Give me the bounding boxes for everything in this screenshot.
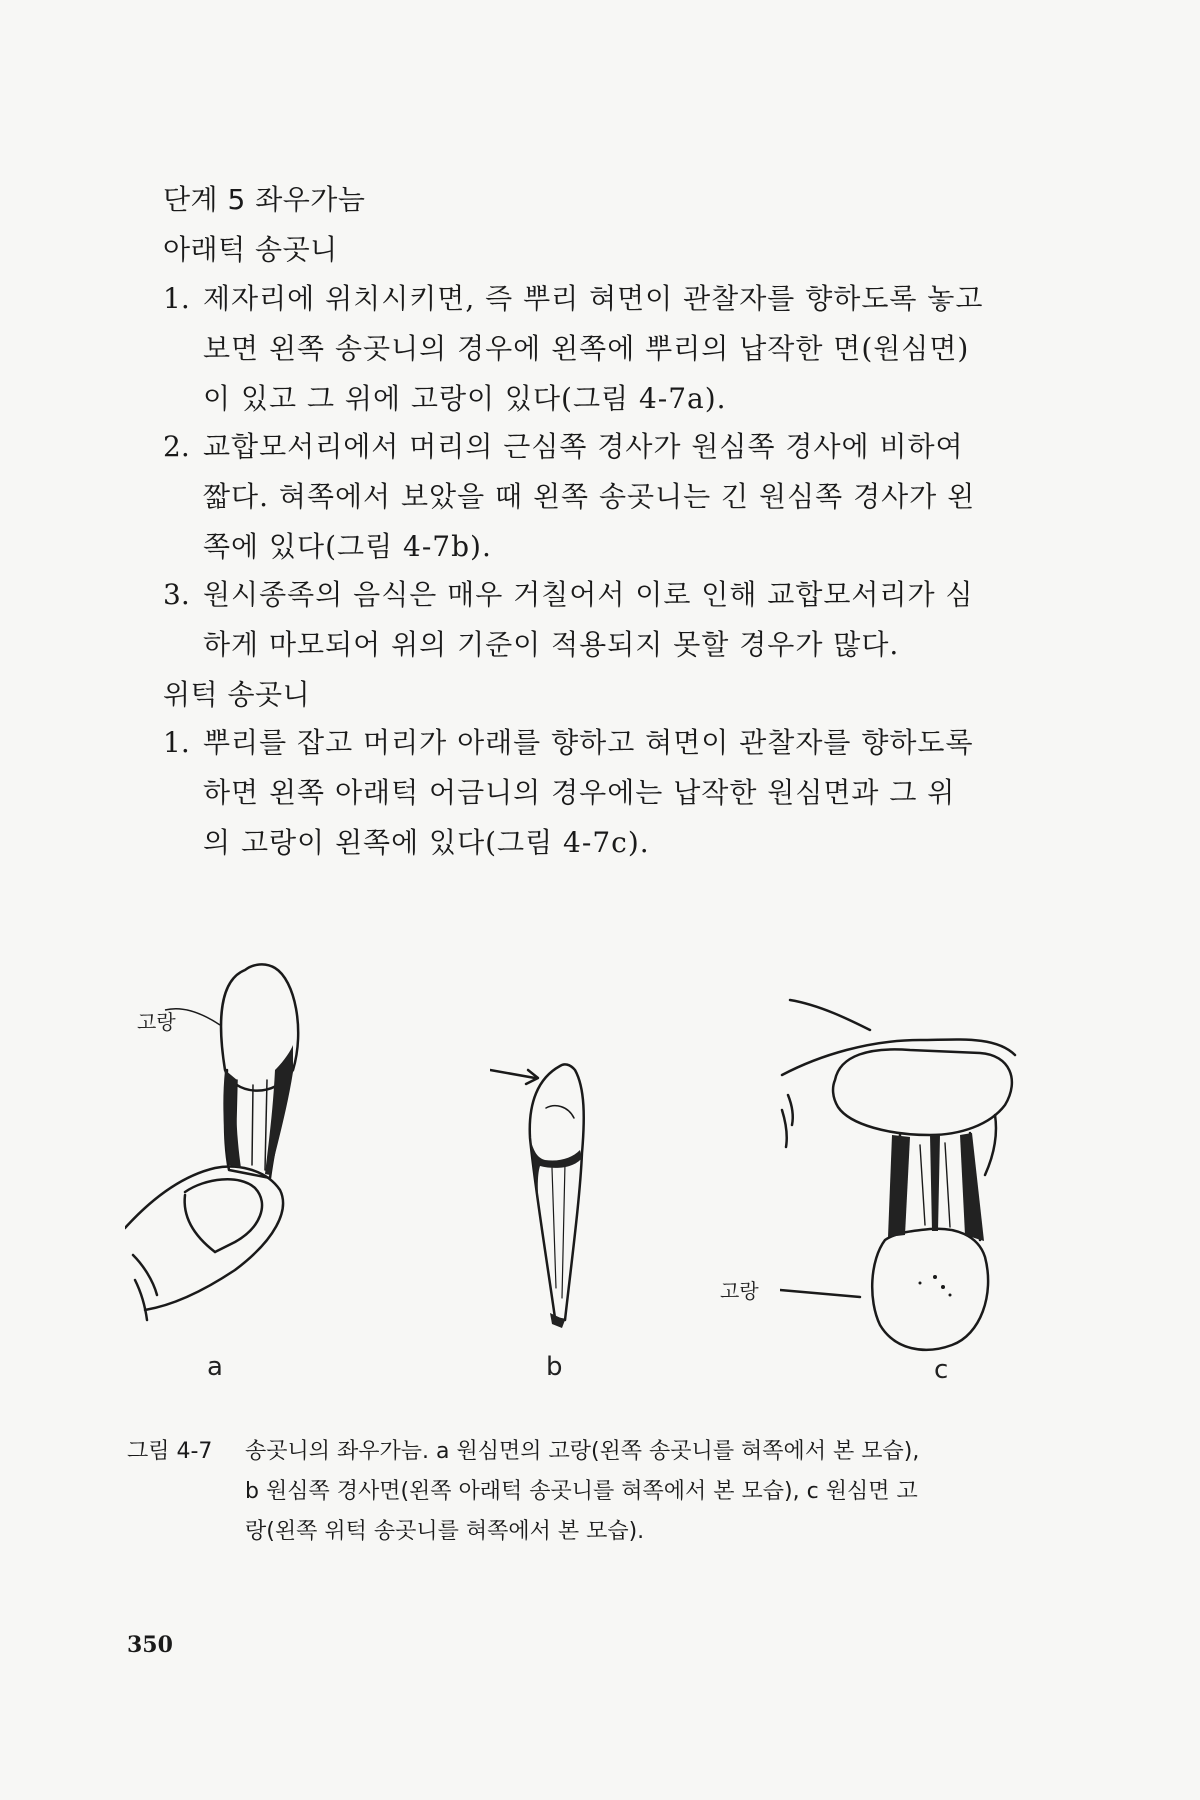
item-text-line: 교합모서리에서 머리의 근심쪽 경사가 원심쪽 경사에 비하여 <box>203 430 964 463</box>
section-title: 단계 5 좌우가늠 <box>163 183 366 216</box>
subsection-lower-canine: 아래턱 송곳니 <box>163 233 338 266</box>
item-text-line: 의 고랑이 왼쪽에 있다(그림 4-7c). <box>203 826 650 859</box>
page-number: 350 <box>127 1632 173 1658</box>
item-text-line: 뿌리를 잡고 머리가 아래를 향하고 혀면이 관찰자를 향하도록 <box>203 726 974 759</box>
canine-upper-held-illustration <box>780 995 1040 1375</box>
canine-distal-slope-illustration <box>490 1058 620 1358</box>
figure-panel-c <box>720 995 1040 1385</box>
panel-letter-b: b <box>546 1352 563 1382</box>
groove-label-c: 고랑 <box>720 1279 759 1303</box>
panel-letter-c: c <box>934 1355 949 1385</box>
item-text-line: 쪽에 있다(그림 4-7b). <box>203 530 492 563</box>
lower-item-2 <box>163 422 1043 572</box>
item-text-line: 제자리에 위치시키면, 즉 뿌리 혀면이 관찰자를 향하도록 놓고 <box>203 282 984 315</box>
item-number: 1. <box>163 726 190 759</box>
caption-line: 랑(왼쪽 위턱 송곳니를 혀쪽에서 본 모습). <box>245 1519 645 1544</box>
caption-line: 송곳니의 좌우가늠. a 원심면의 고랑(왼쪽 송곳니를 혀쪽에서 본 모습), <box>245 1439 920 1464</box>
item-text-line: 짧다. 혀쪽에서 보았을 때 왼쪽 송곳니는 긴 원심쪽 경사가 왼 <box>203 480 976 513</box>
caption-line: b 원심쪽 경사면(왼쪽 아래턱 송곳니를 혀쪽에서 본 모습), c 원심면 고 <box>245 1479 918 1504</box>
groove-label-a: 고랑 <box>137 1010 176 1034</box>
figure-panel-a <box>125 960 365 1382</box>
item-text-line: 보면 왼쪽 송곳니의 경우에 왼쪽에 뿌리의 납작한 면(원심면) <box>203 332 970 365</box>
item-text-line: 이 있고 그 위에 고랑이 있다(그림 4-7a). <box>203 382 727 415</box>
item-text-line: 원시종족의 음식은 매우 거칠어서 이로 인해 교합모서리가 심 <box>203 578 974 611</box>
upper-item-1 <box>163 718 1043 868</box>
item-number: 1. <box>163 282 190 315</box>
item-number: 2. <box>163 430 190 463</box>
item-text-line: 하면 왼쪽 아래턱 어금니의 경우에는 납작한 원심면과 그 위 <box>203 776 956 809</box>
subsection-upper-canine: 위턱 송곳니 <box>163 678 311 711</box>
figure-panel-b <box>490 1058 620 1382</box>
lower-item-1 <box>163 274 1043 424</box>
caption-label: 그림 4-7 <box>127 1439 213 1464</box>
figure-caption <box>127 1432 1027 1552</box>
item-number: 3. <box>163 578 190 611</box>
panel-letter-a: a <box>207 1352 223 1382</box>
item-text-line: 하게 마모되어 위의 기준이 적용되지 못할 경우가 많다. <box>203 628 900 661</box>
lower-item-3 <box>163 570 1043 670</box>
